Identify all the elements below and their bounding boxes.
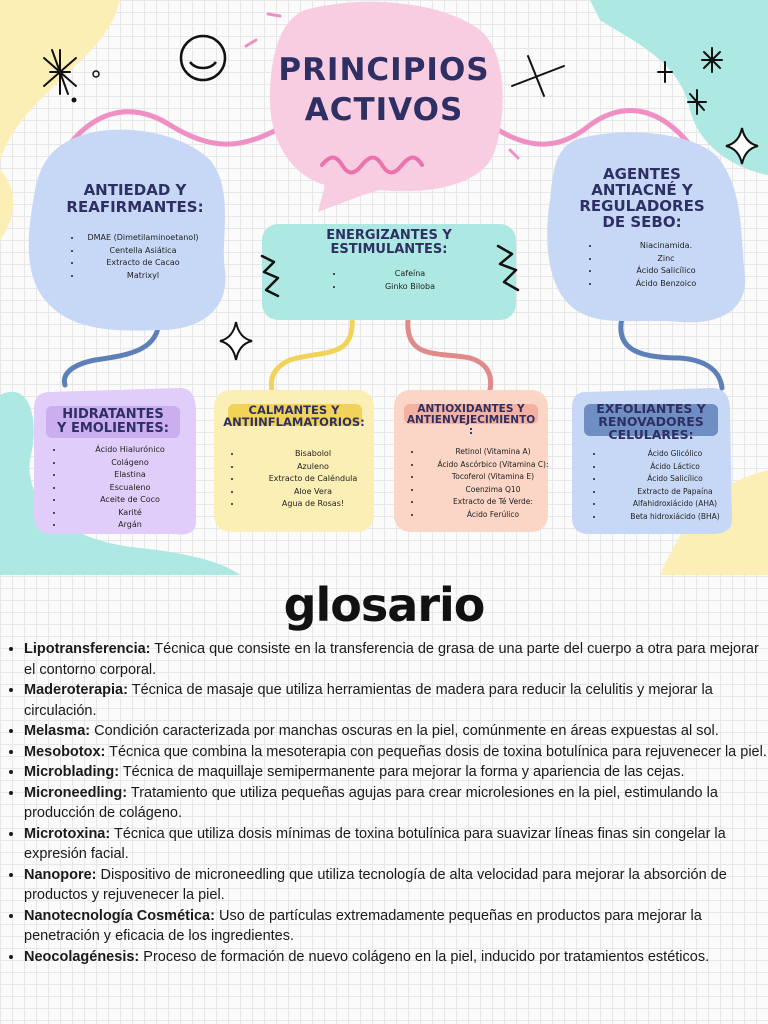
list-item: • Coenzima Q10 — [422, 484, 562, 497]
sparkle-icon-left — [220, 322, 252, 360]
glossary-list — [6, 639, 768, 967]
list-item: • Aceite de Coco — [64, 494, 194, 507]
exfoliantes-heading — [576, 402, 726, 441]
glossary-entry — [24, 824, 768, 865]
cream-corner-blob-2 — [0, 170, 13, 240]
glossary-term: Lipotransferencia: — [24, 641, 151, 657]
energizantes-heading-line-1: ENERGIZANTES Y — [326, 228, 452, 243]
list-item: • Zinc — [600, 253, 730, 266]
calmantes-heading — [206, 404, 382, 428]
hidratantes-heading-line-1: HIDRATANTES — [62, 407, 164, 422]
list-item: • Ácido Glicólico — [604, 448, 744, 461]
glossary-definition: Técnica que utiliza dosis mínimas de toxina botulínica para suavizar líneas finas sin congelar la expresión facial. — [24, 825, 726, 862]
antiacne-heading-line-3: REGULADORES — [579, 197, 705, 215]
list-item: • Ácido Láctico — [604, 461, 744, 474]
antioxidantes-heading-line-3: : — [468, 425, 474, 437]
glossary-term: Microneedling: — [24, 784, 128, 801]
list-item: • Agua de Rosas! — [242, 498, 382, 511]
glossary-term: Microblading: — [24, 764, 120, 780]
antiacne-heading — [554, 166, 730, 230]
antiedad-blob — [29, 130, 226, 331]
dot-decoration — [93, 71, 99, 77]
list-item: • Karité — [64, 507, 194, 520]
list-item: • Ácido Benzoico — [600, 278, 730, 291]
dot-decoration-2 — [72, 98, 77, 103]
glossary-definition: Técnica de masaje que utiliza herramientas de madera para reducir la celulitis y mejorar la circulación. — [24, 682, 713, 719]
energizantes-heading — [272, 229, 506, 257]
glossary-term: Melasma: — [24, 723, 91, 739]
glossary-entry — [24, 865, 768, 906]
glossary-definition: Técnica que consiste en la transferencia de grasa de una parte del cuerpo a otra para mejorar el contorno corporal. — [24, 641, 759, 678]
list-item: • Alfahidroxiácido (AHA) — [604, 498, 744, 511]
page-title — [262, 50, 506, 130]
glossary-term: Nanotecnología Cosmética: — [24, 907, 215, 924]
list-item: • Argán — [64, 519, 194, 532]
glossary-definition: Tratamiento que utiliza pequeñas agujas para crear microlesiones en la piel, estimulando la producción de colágeno. — [24, 784, 718, 821]
list-item: • Colágeno — [64, 457, 194, 470]
hidratantes-heading-line-2: Y EMOLIENTES: — [57, 421, 169, 436]
blue-connector-right — [621, 318, 722, 388]
title-line-1: PRINCIPIOS — [278, 52, 490, 88]
antiacne-heading-line-2: ANTIACNÉ Y — [591, 181, 693, 199]
yellow-connector — [271, 318, 352, 390]
glossary-term: Nanopore: — [24, 866, 97, 883]
exfoliantes-list — [582, 448, 744, 523]
glossary-definition: Técnica de maquillaje semipermanente para mejorar la forma y apariencia de las cejas. — [119, 764, 685, 780]
list-item: • Ácido Salicílico — [600, 265, 730, 278]
glossary-entry — [24, 742, 768, 763]
x-star-icon — [512, 56, 564, 96]
exfoliantes-heading-line-2: RENOVADORES — [598, 414, 704, 429]
antiacne-heading-line-4: DE SEBO: — [602, 213, 682, 231]
circle-doodle-icon — [181, 36, 225, 80]
glossary-entry — [24, 639, 768, 680]
list-item: • Azuleno — [242, 461, 382, 474]
list-item: • Beta hidroxiácido (BHA) — [604, 511, 744, 524]
hidratantes-heading — [40, 408, 186, 436]
list-item: • Centella Asiática — [82, 245, 202, 258]
list-item: • Ácido Ferúlico — [422, 509, 562, 522]
glossary-entry — [24, 906, 768, 947]
antiedad-heading-line-2: REAFIRMANTES: — [66, 198, 204, 216]
energizantes-heading-line-2: ESTIMULANTES: — [330, 242, 448, 257]
antioxidantes-heading-line-2: ANTIENVEJECIMIENTO — [406, 414, 536, 426]
glossary-term: Mesobotox: — [24, 743, 106, 760]
antiacne-list — [578, 240, 730, 290]
title-line-2: ACTIVOS — [304, 92, 464, 128]
coral-connector — [408, 320, 491, 390]
glossary-title: glosario — [283, 578, 485, 632]
list-item: • Retinol (Vitamina A) — [422, 446, 562, 459]
glossary-definition: Técnica que combina la mesoterapia con pequeñas dosis de toxina botulínica para rejuvenecer la piel. — [105, 743, 767, 760]
list-item: • Elastina — [64, 469, 194, 482]
list-item: • Cafeína — [344, 268, 474, 281]
glossary-definition: Uso de partículas extremadamente pequeñas en productos para mejorar la penetración y eficacia de los ingredientes. — [24, 907, 702, 944]
antioxidantes-list — [400, 446, 562, 521]
list-item: • Matrixyl — [82, 270, 202, 283]
glossary-definition: Proceso de formación de nuevo colágeno en la piel, inducido por tratamientos estéticos. — [139, 948, 710, 965]
list-item: • Ácido Salicílico — [604, 473, 744, 486]
glossary-term: Neocolagénesis: — [24, 948, 140, 965]
list-item: • Ácido Ascórbico (Vitamina C): — [422, 459, 562, 472]
energizantes-list — [322, 268, 474, 293]
list-item: • Ácido Hialurónico — [64, 444, 194, 457]
glossary-entry — [24, 721, 768, 742]
list-item: • Ginko Biloba — [344, 281, 474, 294]
list-item: • Extracto de Té Verde: — [422, 496, 562, 509]
list-item: • Bisabolol — [242, 448, 382, 461]
calmantes-heading-line-2: ANTIINFLAMATORIOS: — [223, 415, 365, 429]
antiedad-list — [60, 232, 202, 282]
glossary-term: Microtoxina: — [24, 825, 111, 842]
antiacne-heading-line-1: AGENTES — [602, 165, 681, 183]
antiedad-heading-line-1: ANTIEDAD Y — [83, 181, 187, 199]
glossary-entry — [24, 947, 768, 968]
list-item: • Extracto de Caléndula — [242, 473, 382, 486]
calmantes-list — [220, 448, 382, 511]
antiedad-heading — [40, 182, 230, 216]
list-item: • Tocoferol (Vitamina E) — [422, 471, 562, 484]
list-item: • Aloe Vera — [242, 486, 382, 499]
antioxidantes-heading — [392, 404, 550, 437]
glossary-entry — [24, 762, 768, 783]
list-item: • DMAE (Dimetilaminoetanol) — [82, 232, 202, 245]
calmantes-heading-line-1: CALMANTES Y — [248, 403, 340, 417]
list-item: • Niacinamida. — [600, 240, 730, 253]
glossary-definition: Condición caracterizada por manchas oscuras en la piel, comúnmente en áreas expuestas al sol. — [90, 723, 719, 739]
hidratantes-list — [42, 444, 194, 532]
list-item: • Escualeno — [64, 482, 194, 495]
glossary-entry — [24, 783, 768, 824]
list-item: • Extracto de Papaína — [604, 486, 744, 499]
glossary-term: Maderoterapia: — [24, 682, 128, 698]
exfoliantes-heading-line-1: EXFOLIANTES Y — [596, 401, 706, 416]
glossary-definition: Dispositivo de microneedling que utiliza tecnología de alta velocidad para mejorar la absorción de productos y rejuvenecer la piel. — [24, 866, 727, 903]
list-item: • Extracto de Cacao — [82, 257, 202, 270]
antioxidantes-heading-line-1: ANTIOXIDANTES Y — [417, 403, 525, 415]
exfoliantes-heading-line-3: CELULARES: — [608, 427, 694, 442]
glossary-entry — [24, 680, 768, 721]
